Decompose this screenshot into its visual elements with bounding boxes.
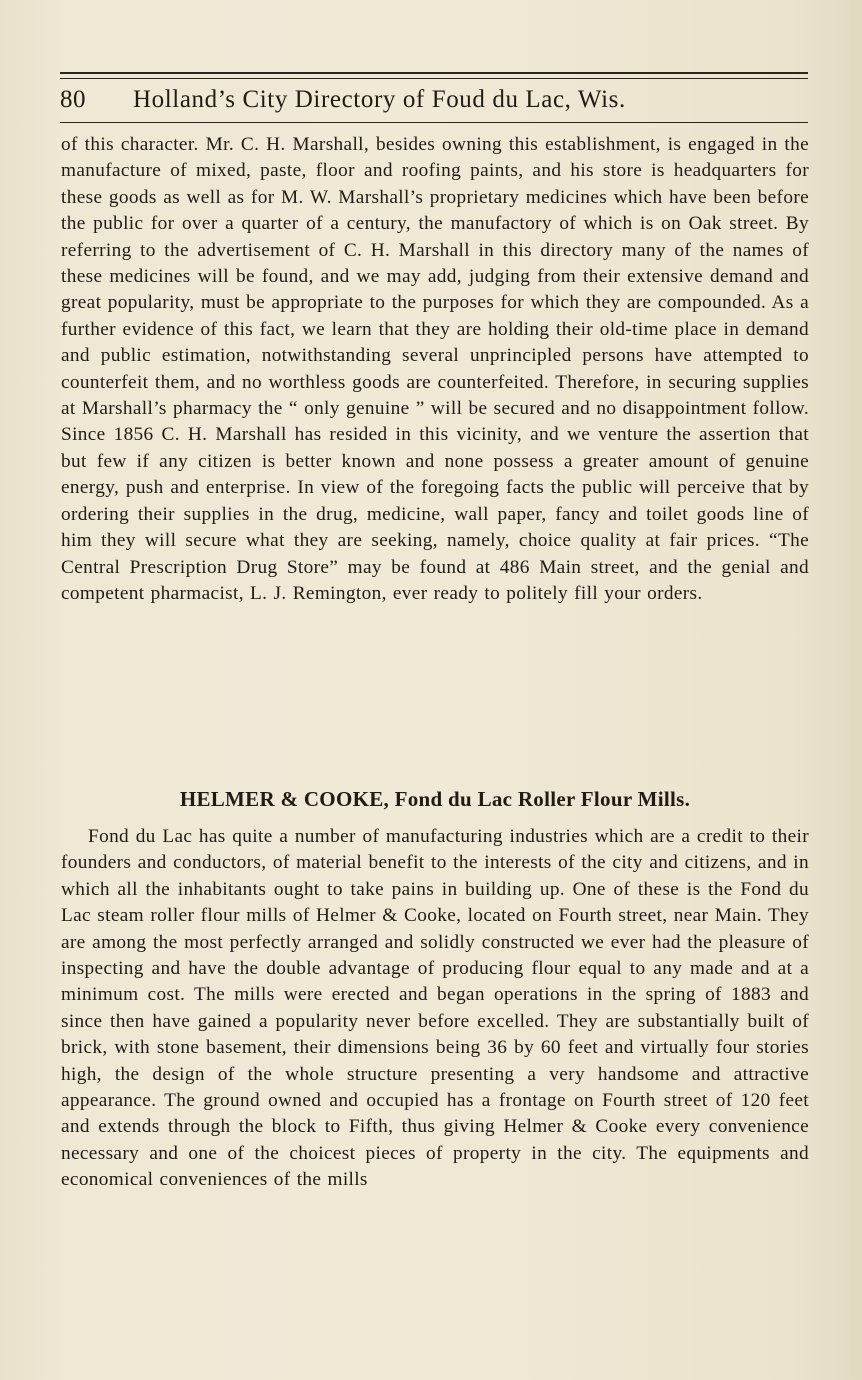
paragraph-helmer-cooke: Fond du Lac has quite a number of manufacturing industries which are a credit to their founders and conductors, of material benefit to the interests of the city and citizens, and in which all the inhabitants ought to take pains in building up. One of these is the Fond du Lac steam roller flour mills of Helmer & Cooke, located on Fourth street, near Main. They are among the most perfectly arranged and solidly constructed we ever had the pleasure of inspecting and have the double advantage of producing flour equal to any made and at a minimum cost. The mills were erected and began operations in the spring of 1883 and since then have gained a popularity never before excelled. They are substantially built of brick, with stone basement, their dimensions being 36 by 60 feet and virtually four stories high, the design of the whole structure presenting a very handsome and attractive appearance. The ground owned and occupied has a frontage on Fourth street of 120 feet and extends through the block to Fifth, thus giving Helmer & Cooke every convenience necessary and one of the choicest pieces of property in the city. The equipments and economical conveniences of the mills xyxy=(61,826,809,1191)
header-rule-bottom xyxy=(60,122,808,123)
header-rule-top-thin xyxy=(60,78,808,79)
running-title: Holland’s City Directory of Foud du Lac, Wis. xyxy=(133,86,626,113)
paragraph-marshall-pharmacy: of this character. Mr. C. H. Marshall, besides owning this establishment, is engaged in the manufacture of mixed, paste, floor and roofing paints, and his store is headquarters for these goods as well as for M. W. Marshall’s proprietary medicines which have been before the public for over a quarter of a century, the manufactory of which is on Oak street. By referring to the advertisement of C. H. Marshall in this directory many of the names of these medicines will be found, and we may add, judging from their extensive demand and great popularity, must be appropriate to the purposes for which they are compounded. As a further evidence of this fact, we learn that they are holding their old-time place in demand and public estimation, notwithstanding several unprincipled persons have attempted to counterfeit them, and no worthless goods are counterfeited. Therefore, in securing supplies at Marshall’s pharmacy the “ only genuine ” will be secured and no disappointment follow. Since 1856 C. H. Marshall has resided in this vicinity, and we venture the assertion that but few if any citizen is better known and none possess a greater amount of genuine energy, push and enterprise. In view of the foregoing facts the public will perceive that by ordering their supplies in the drug, medicine, wall paper, fancy and toilet goods line of him they will secure what they are seeking, namely, choice quality at fair prices. “The Central Prescription Drug Store” may be found at 486 Main street, and the genial and competent pharmacist, L. J. Remington, ever ready to politely fill your orders. xyxy=(61,134,809,604)
page-number: 80 xyxy=(60,86,86,113)
section-heading: HELMER & COOKE, Fond du Lac Roller Flour Mills. xyxy=(179,787,691,811)
running-header xyxy=(60,84,808,124)
header-rule-top xyxy=(60,72,808,74)
